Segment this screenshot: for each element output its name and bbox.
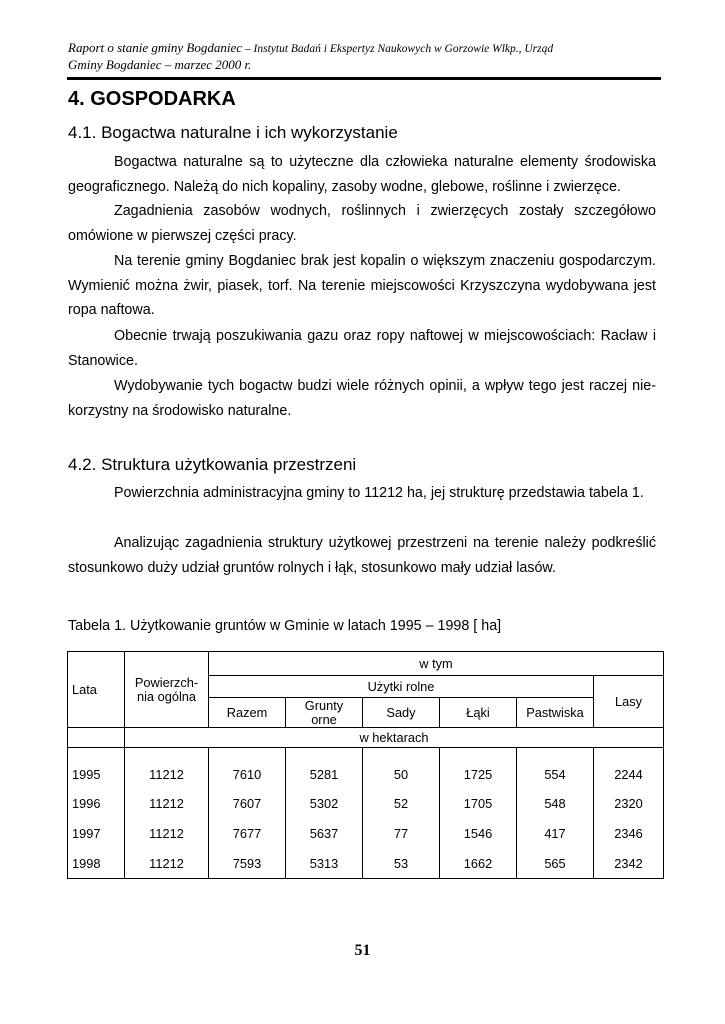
header-laki: Łąki <box>440 698 517 728</box>
chapter-title: 4. GOSPODARKA <box>68 88 236 110</box>
cell-razem: 7610 <box>209 748 286 789</box>
running-header-line-2: Gminy Bogdaniec – marzec 2000 r. <box>68 57 252 72</box>
cell-pastwiska: 565 <box>517 848 594 879</box>
paragraph: Bogactwa naturalne są to użyteczne dla człowieka naturalne elementy środowiska geograficznego. Należą do nich kopaliny, zasoby wodne, glebowe, roślinne i zwierzęce. <box>68 154 656 195</box>
cell-razem: 7607 <box>209 788 286 818</box>
cell-pastwiska: 548 <box>517 788 594 818</box>
cell-sady: 77 <box>363 818 440 848</box>
report-title: Raport o stanie gminy Bogdaniec <box>68 40 243 55</box>
header-sady: Sady <box>363 698 440 728</box>
cell-total: 11212 <box>125 748 209 789</box>
cell-lasy: 2244 <box>594 748 664 789</box>
cell-razem: 7677 <box>209 818 286 848</box>
header-lasy: Lasy <box>594 676 664 728</box>
cell-lasy: 2346 <box>594 818 664 848</box>
cell-grunty: 5637 <box>286 818 363 848</box>
table-row <box>68 818 664 848</box>
section-title-4-1: 4.1. Bogactwa naturalne i ich wykorzystanie <box>68 123 398 142</box>
cell-laki: 1705 <box>440 788 517 818</box>
cell-laki: 1546 <box>440 818 517 848</box>
header-rule <box>67 77 661 80</box>
header-grunty-line-1: Grunty <box>304 697 344 713</box>
header-powierzchnia <box>125 652 209 728</box>
paragraph: Analizując zagadnienia struktury użytkowej przestrzeni na terenie należy podkreślić stosunkowo duży udział gruntów rolnych i łąk, stosunkowo mały udział lasów. <box>68 535 656 576</box>
table-row <box>68 748 664 789</box>
header-grunty-orne <box>286 698 363 728</box>
cell-lasy: 2320 <box>594 788 664 818</box>
cell-year: 1996 <box>68 788 125 818</box>
cell-total: 11212 <box>125 848 209 879</box>
paragraph: Powierzchnia administracyjna gminy to 11212 ha, jej strukturę przedstawia tabela 1. <box>114 485 644 501</box>
table-row <box>68 848 664 879</box>
paragraph: Obecnie trwają poszukiwania gazu oraz ropy naftowej w miejscowościach: Racław i Stanowice. <box>68 328 656 369</box>
paragraph: Na terenie gminy Bogdaniec brak jest kopalin o większym znaczeniu gospodarczym. Wymienić można żwir, piasek, torf. Na terenie miejscowości Krzyszczyna wydobywana jest ropa naftowa. <box>68 253 656 318</box>
cell-laki: 1725 <box>440 748 517 789</box>
cell-pastwiska: 417 <box>517 818 594 848</box>
cell-laki: 1662 <box>440 848 517 879</box>
header-powierzchnia-line-2: nia ogólna <box>136 688 197 704</box>
header-w-tym: w tym <box>209 652 664 676</box>
page-number: 51 <box>354 942 371 959</box>
header-uzytki-rolne: Użytki rolne <box>209 676 594 698</box>
table-caption: Tabela 1. Użytkowanie gruntów w Gminie w latach 1995 – 1998 [ ha] <box>68 618 502 634</box>
running-header-line-1 <box>68 40 660 57</box>
header-grunty-line-2: orne <box>311 711 337 727</box>
header-razem: Razem <box>209 698 286 728</box>
cell-sady: 52 <box>363 788 440 818</box>
header-lata-spacer <box>68 728 125 748</box>
header-unit: w hektarach <box>125 728 664 748</box>
cell-lasy: 2342 <box>594 848 664 879</box>
header-powierzchnia-line-1: Powierzch- <box>134 674 199 690</box>
cell-grunty: 5313 <box>286 848 363 879</box>
cell-grunty: 5302 <box>286 788 363 818</box>
cell-grunty: 5281 <box>286 748 363 789</box>
cell-razem: 7593 <box>209 848 286 879</box>
cell-sady: 53 <box>363 848 440 879</box>
table-row <box>68 788 664 818</box>
cell-pastwiska: 554 <box>517 748 594 789</box>
cell-total: 11212 <box>125 818 209 848</box>
cell-year: 1997 <box>68 818 125 848</box>
paragraph: Zagadnienia zasobów wodnych, roślinnych i zwierzęcych zostały szczegółowo omówione w pierwszej części pracy. <box>68 203 656 244</box>
header-lata: Lata <box>68 652 125 728</box>
header-pastwiska: Pastwiska <box>517 698 594 728</box>
cell-total: 11212 <box>125 788 209 818</box>
report-institute: – Instytut Badań i Ekspertyz Naukowych w Gorzowie Wlkp., Urząd <box>242 43 554 55</box>
land-use-table <box>67 651 664 879</box>
section-title-4-2: 4.2. Struktura użytkowania przestrzeni <box>68 455 357 474</box>
running-header <box>68 40 660 72</box>
cell-year: 1998 <box>68 848 125 879</box>
paragraph: Wydobywanie tych bogactw budzi wiele różnych opinii, a wpływ tego jest raczej niekorzystny na środowisko naturalne. <box>68 378 656 419</box>
cell-year: 1995 <box>68 748 125 789</box>
cell-sady: 50 <box>363 748 440 789</box>
